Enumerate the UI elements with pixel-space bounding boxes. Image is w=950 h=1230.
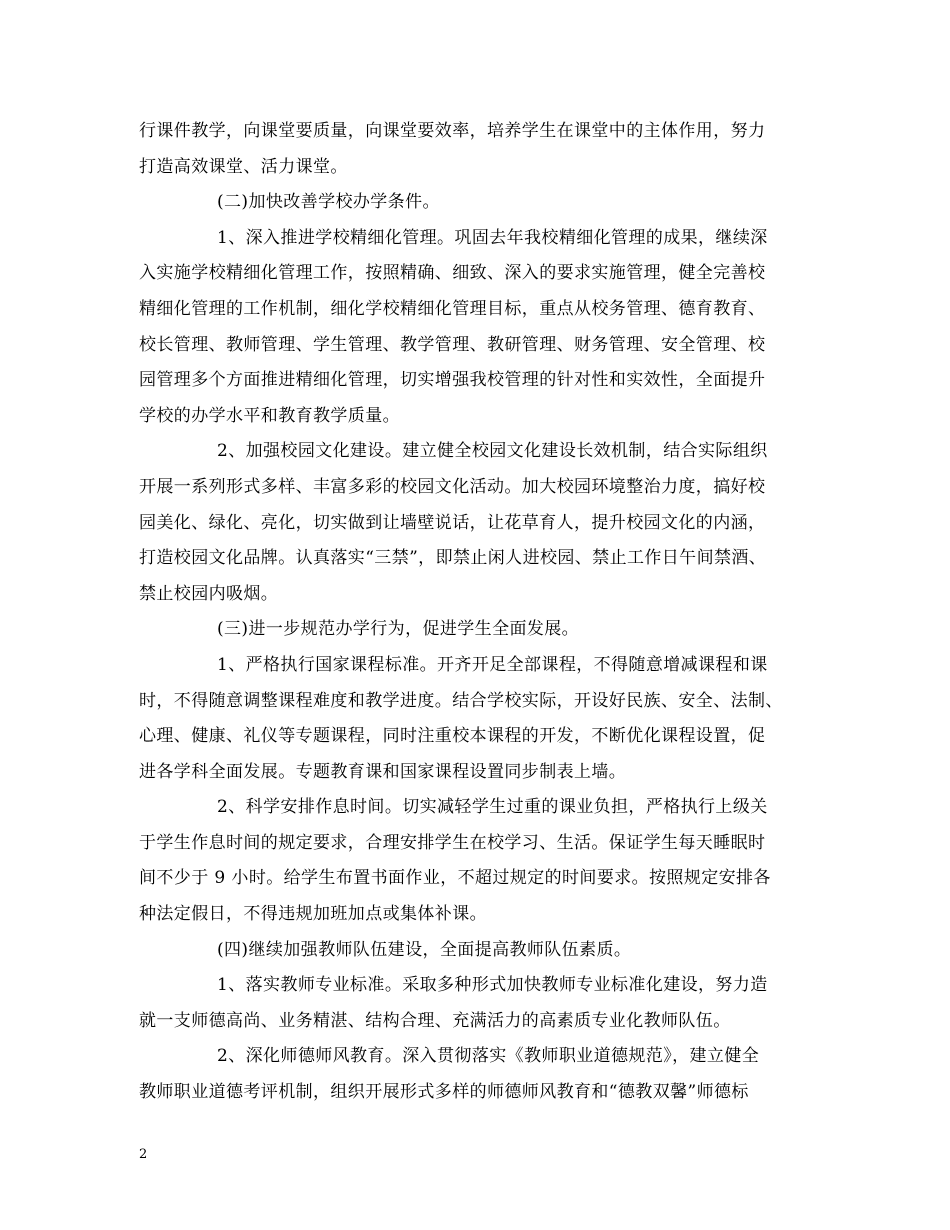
text-line: 教师职业道德考评机制，组织开展形式多样的师德师风教育和“德教双馨”师德标	[139, 1082, 749, 1103]
text-line: 种法定假日，不得违规加班加点或集体补课。	[139, 904, 487, 925]
text-line: 入实施学校精细化管理工作，按照精确、细致、深入的要求实施管理，健全完善校	[139, 263, 766, 284]
text-line: 行课件教学，向课堂要质量，向课堂要效率，培养学生在课堂中的主体作用，努力	[139, 121, 766, 141]
text-line: 间不少于 9 小时。给学生布置书面作业，不超过规定的时间要求。按照规定安排各	[139, 868, 771, 889]
text-line: 禁止校园内吸烟。	[139, 583, 279, 604]
text-line: 打造高效课堂、活力课堂。	[139, 156, 348, 177]
text-line: 园美化、绿化、亮化，切实做到让墙壁说话，让花草育人，提升校园文化的内涵，	[139, 512, 766, 533]
section-heading: (四)继续加强教师队伍建设，全面提高教师队伍素质。	[217, 939, 632, 960]
text-line: 打造校园文化品牌。认真落实“三禁”，即禁止闲人进校园、禁止工作日午间禁酒、	[139, 548, 767, 569]
text-line: 2、科学安排作息时间。切实减轻学生过重的课业负担，严格执行上级关	[217, 797, 768, 818]
body-text	[139, 114, 811, 1111]
page-number: 2	[139, 1147, 148, 1162]
text-line: 开展一系列形式多样、丰富多彩的校园文化活动。加大校园环境整治力度，搞好校	[139, 476, 766, 497]
text-line: 精细化管理的工作机制，细化学校精细化管理目标，重点从校务管理、德育教育、	[139, 298, 766, 319]
text-line: 时，不得随意调整课程难度和教学进度。结合学校实际，开设好民族、安全、法制、	[139, 690, 783, 711]
text-line: 心理、健康、礼仪等专题课程，同时注重校本课程的开发，不断优化课程设置，促	[139, 726, 766, 747]
text-line: 就一支师德高尚、业务精湛、结构合理、充满活力的高素质专业化教师队伍。	[139, 1010, 731, 1031]
text-line: 2、深化师德师风教育。深入贯彻落实《教师职业道德规范》，建立健全	[217, 1046, 760, 1067]
text-line: 进各学科全面发展。专题教育课和国家课程设置同步制表上墙。	[139, 761, 627, 782]
section-heading: (二)加快改善学校办学条件。	[217, 192, 440, 213]
text-line: 2、加强校园文化建设。建立健全校园文化建设长效机制，结合实际组织	[217, 441, 768, 462]
text-line: 园管理多个方面推进精细化管理，切实增强我校管理的针对性和实效性，全面提升	[139, 370, 766, 391]
text-line: 1、严格执行国家课程标准。开齐开足全部课程，不得随意增减课程和课	[217, 654, 768, 675]
section-heading: (三)进一步规范办学行为，促进学生全面发展。	[217, 619, 580, 640]
text-line: 学校的办学水平和教育教学质量。	[139, 405, 400, 426]
text-line: 于学生作息时间的规定要求，合理安排学生在校学习、生活。保证学生每天睡眠时	[139, 832, 766, 853]
text-line: 校长管理、教师管理、学生管理、教学管理、教研管理、财务管理、安全管理、校	[139, 334, 766, 355]
text-line: 1、落实教师专业标准。采取多种形式加快教师专业标准化建设，努力造	[217, 975, 768, 996]
text-line: 1、深入推进学校精细化管理。巩固去年我校精细化管理的成果，继续深	[217, 227, 768, 248]
